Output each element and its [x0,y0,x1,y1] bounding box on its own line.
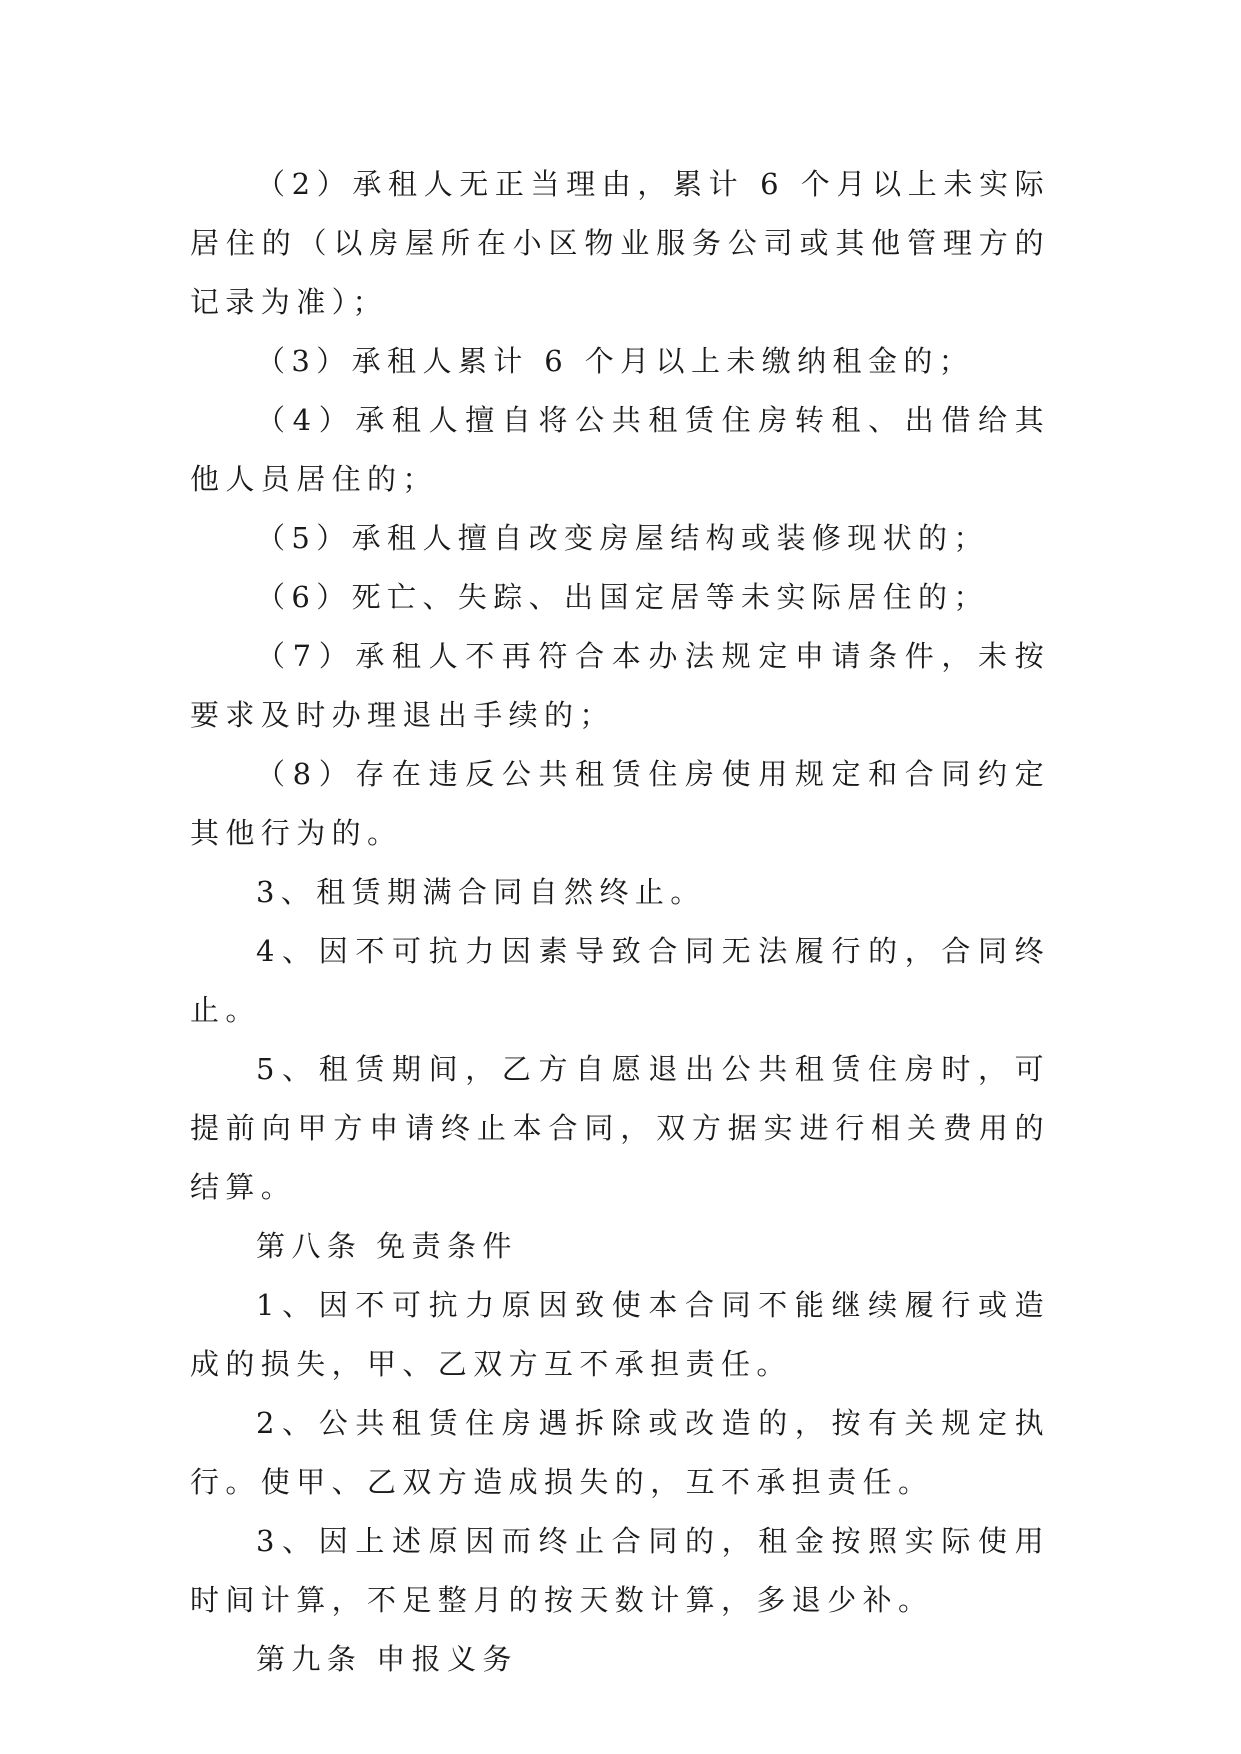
document-page [190,155,1050,1689]
paragraph-item-5: （5）承租人擅自改变房屋结构或装修现状的； [256,521,989,555]
article-8-number: 第八条 [256,1229,363,1263]
paragraph-item-2: （2）承租人无正当理由，累计 6 个月以上未实际居住的（以房屋所在小区物业服务公司或其他管理方的记录为准）； [190,167,1050,319]
paragraph-item-6: （6）死亡、失踪、出国定居等未实际居住的； [256,580,989,614]
paragraph-item-8: （8）存在违反公共租赁住房使用规定和合同约定其他行为的。 [190,757,1050,850]
article-8-clause-3: 3、因上述原因而终止合同的，租金按照实际使用时间计算，不足整月的按天数计算，多退少补。 [190,1524,1050,1617]
article-8-heading [190,1217,1050,1276]
article-8-clause-1: 1、因不可抗力原因致使本合同不能继续履行或造成的损失，甲、乙双方互不承担责任。 [190,1288,1050,1381]
article-9-title: 申报义务 [376,1642,518,1676]
article-8-clause-2: 2、公共租赁住房遇拆除或改造的，按有关规定执行。使甲、乙双方造成损失的，互不承担责任。 [190,1406,1050,1499]
article-9-heading [190,1630,1050,1689]
paragraph-item-4: （4）承租人擅自将公共租赁住房转租、出借给其他人员居住的； [190,403,1050,496]
paragraph-clause-5: 5、租赁期间，乙方自愿退出公共租赁住房时，可提前向甲方申请终止本合同，双方据实进行相关费用的结算。 [190,1052,1050,1204]
paragraph-item-3: （3）承租人累计 6 个月以上未缴纳租金的； [256,344,975,378]
article-9-number: 第九条 [256,1642,363,1676]
paragraph-item-7: （7）承租人不再符合本办法规定申请条件，未按要求及时办理退出手续的； [190,639,1050,732]
paragraph-clause-4: 4、因不可抗力因素导致合同无法履行的，合同终止。 [190,934,1050,1027]
paragraph-clause-3: 3、租赁期满合同自然终止。 [256,875,706,909]
article-8-title: 免责条件 [376,1229,518,1263]
